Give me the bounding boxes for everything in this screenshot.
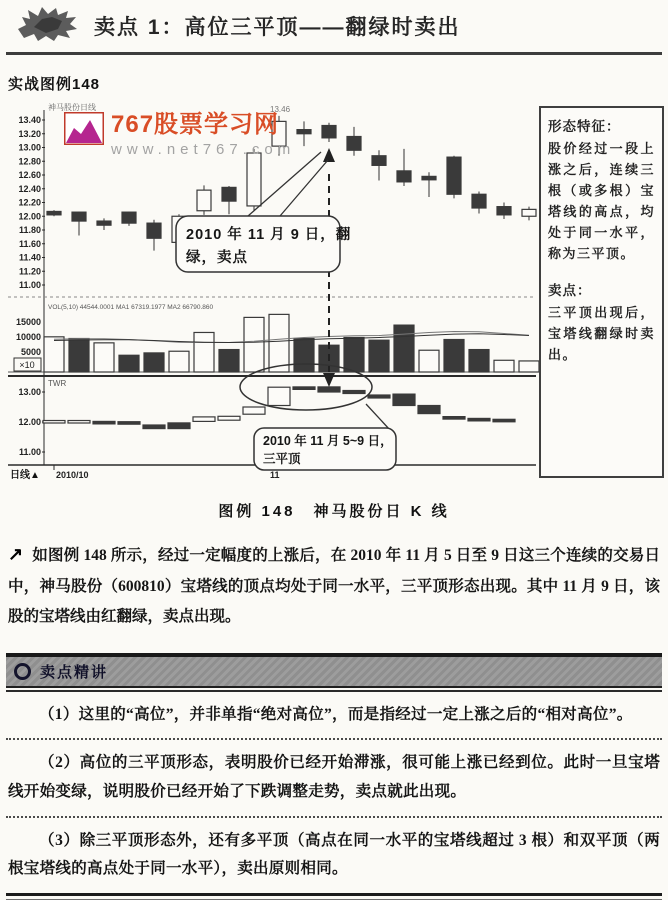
chart-text: 11.00 [18,280,41,290]
volume-bar [519,361,539,372]
chart-text: 12.00 [18,417,41,427]
callout-line [280,160,328,216]
bottom-rule [6,893,662,900]
volume-bar [419,350,439,372]
tower-bar [168,423,190,429]
stock-chart [8,100,664,488]
figure-label: 实战图例148 [8,76,101,93]
arrow-up-right-icon: ↗ [8,544,24,564]
tower-bar [493,419,515,422]
dotted-divider [6,738,662,740]
chart-text: 13.40 [18,115,41,125]
tower-bar [468,418,490,421]
intro-paragraph [8,537,660,633]
figure-caption: 图例 148 神马股份日 K 线 [218,503,450,520]
volume-bar [144,353,164,372]
candle [447,157,461,194]
volume-bar [469,350,489,372]
candle [372,156,386,166]
chart-text: TWR [48,379,67,388]
pattern-note-title: 形态特征： [548,119,621,134]
watermark-url: www.net767.com [111,141,296,159]
volume-bar [494,360,514,372]
page-header [6,0,662,55]
volume-bar [169,351,189,372]
section-title: 卖点精讲 [40,663,109,681]
sellpoint-list [6,701,662,884]
chart-text: 12.80 [18,156,41,167]
tower-bar [193,417,215,422]
volume-bar [219,350,239,372]
candle [497,207,511,215]
tower-bar [268,387,290,405]
watermark-brand: 767股票学习网 [111,111,280,138]
tower-bar [43,421,65,424]
chart-text: 10000 [15,332,41,342]
chart-text: 三平顶 [263,452,301,466]
chart-text: 11.60 [18,238,41,249]
volume-bar [194,332,214,372]
tower-bar [368,395,390,398]
chart-text: 2010 年 11 月 9 日，翻 [186,227,352,243]
chart-text: 11.40 [18,252,41,263]
volume-bar [244,317,264,372]
candle [422,176,436,179]
section-header [6,653,662,686]
volume-bar [394,325,414,372]
candle [197,190,211,211]
candle [122,212,136,223]
chart-text: 2010 年 11 月 5~9 日， [263,434,393,448]
chart-text: 2010/10 [56,470,89,480]
candle [247,153,261,206]
bull-icon [16,5,78,48]
candle [322,126,336,138]
sellpoint-item-1: （1）这里的“高位”，并非单指“绝对高位”，而是指经过一定上涨之后的“相对高位”。 [39,705,633,723]
chart-text: 13.00 [18,387,41,397]
tower-bar [318,387,340,392]
candle [272,121,286,146]
pattern-note-body: 股价经过一段上涨之后，连续三根（或多根）宝塔线的高点，均处于同一水平，称为三平顶。 [548,140,655,262]
tower-bar [143,425,165,429]
tower-bar [118,422,140,425]
tower-bar [68,421,90,424]
candle [522,209,536,216]
tower-bar [218,416,240,420]
chart-text: 13.46 [270,105,291,114]
candle [222,187,236,201]
candle [347,137,361,151]
chart-text: 13.20 [18,128,41,139]
volume-bar [119,355,139,372]
section-divider [6,686,662,688]
chart-text: 11.80 [18,225,41,235]
callout-line [366,404,390,430]
section-divider [6,690,662,692]
volume-bar [94,343,114,372]
chart-text: 11.00 [18,447,41,457]
candle [472,194,486,208]
chart-text: 12.20 [18,197,41,208]
tower-bar [443,417,465,420]
page-title: 卖点 1：高位三平顶——翻绿时卖出 [94,16,461,39]
volume-bar [44,337,64,372]
sellpoint-note-body: 三平顶出现后，宝塔线翻绿时卖出。 [548,305,655,363]
volume-bar [444,340,464,372]
chart-text: 5000 [20,347,41,357]
candle [297,130,311,134]
chart-text: 12.60 [18,170,41,180]
sellpoint-note-title: 卖点： [548,283,592,299]
volume-bar [369,340,389,372]
sellpoint-item-3: （3）除三平顶形态外，还有多平顶（高点在同一水平的宝塔线超过 3 根）和双平顶（两根宝塔线的高点处于同一水平），卖出原则相同。 [8,831,660,878]
chart-text: 绿，卖点 [186,250,248,266]
tower-bar [93,421,115,424]
chart-text: 12.40 [18,183,41,194]
tower-bar [393,394,415,405]
volume-bar [269,314,289,372]
candle [147,223,161,238]
chart-text: ×10 [19,360,35,370]
tower-bar [243,407,265,414]
chart-text: 神马股份日线 [48,103,96,112]
dotted-divider [6,816,662,818]
volume-bar [69,339,89,373]
chart-text: VOL(5,10) 44544.0001 MA1 67319.1977 MA2 66790.860 [48,304,214,311]
chart-text: 15000 [15,317,41,327]
tower-bar [293,387,315,390]
chart-text: 13.00 [18,142,41,153]
arrow-down-icon [323,373,335,387]
candle [47,211,61,214]
tower-bar [343,391,365,394]
ring-icon [14,663,31,680]
chart-text: 11.20 [18,266,41,277]
chart-text: 11 [270,470,280,480]
tower-bar [418,406,440,414]
volume-bar [294,339,314,373]
chart-text: 日线▲ [10,470,40,481]
chart-text: 12.00 [18,211,41,222]
pattern-note-panel [539,106,664,478]
candle [72,212,86,221]
volume-bar [344,337,364,372]
candle [97,221,111,225]
arrow-up-icon [323,148,335,162]
intro-text: 如图例 148 所示，经过一定幅度的上涨后，在 2010 年 11 月 5 日至 9 日这三个连续的交易日中，神马股份（600810）宝塔线的顶点均处于同一水平，三平顶形态出现。其中 11 月 9 日，该股的宝塔线由红翻绿，卖点出现。 [8,547,660,626]
candle [397,171,411,182]
sellpoint-item-2: （2）高位的三平顶形态，表明股价已经开始滞涨，很可能上涨已经到位。此时一旦宝塔线开始变绿，说明股价已经开始了下跌调整走势，卖点就此出现。 [8,754,660,800]
